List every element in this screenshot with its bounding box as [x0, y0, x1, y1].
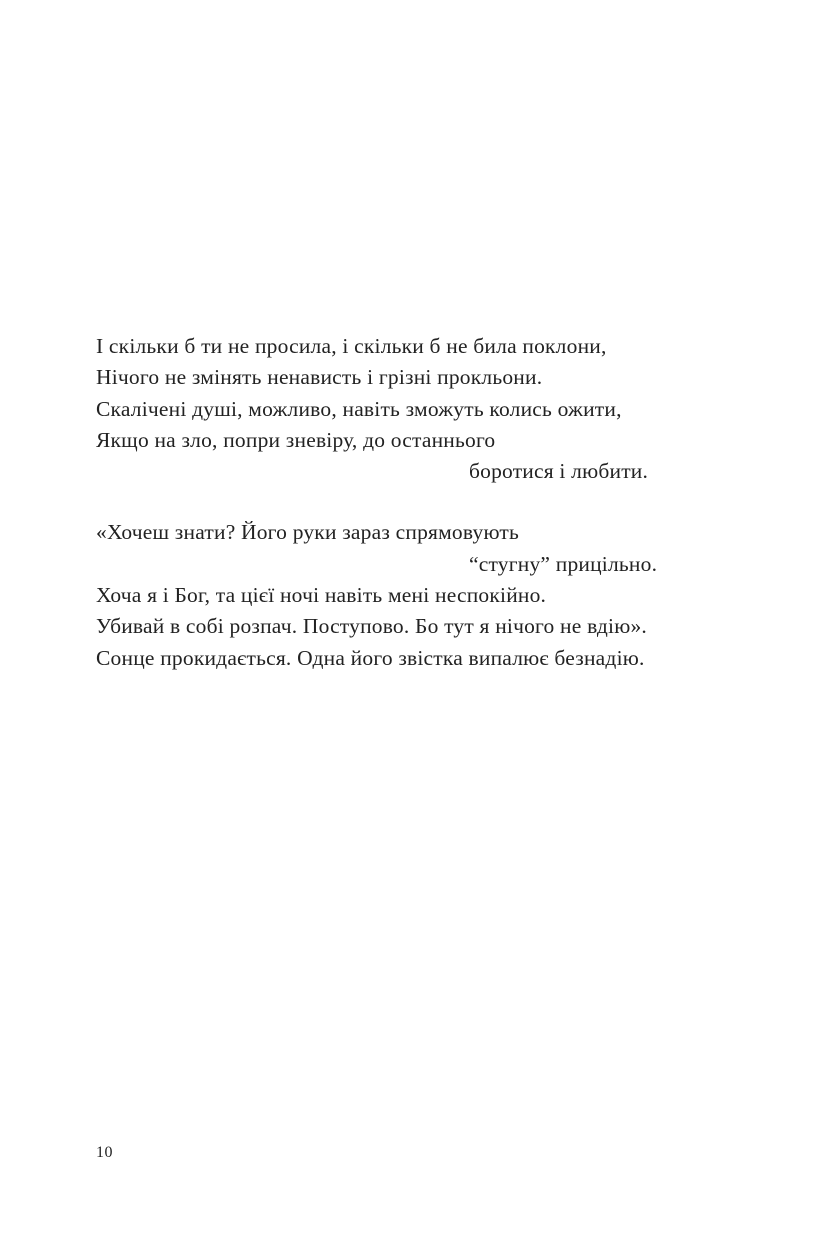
poem-line: «Хочеш знати? Його руки зараз спрямовують: [96, 520, 520, 545]
poem-line: Убивай в собі розпач. Поступово. Бо тут я нічого не вдію».: [96, 614, 647, 639]
poem: [96, 331, 736, 674]
poem-line: Скалічені душі, можливо, навіть зможуть колись ожити,: [96, 396, 622, 421]
poem-line-continuation: боротися і любити.: [469, 459, 649, 484]
page-number: 10: [96, 1144, 113, 1161]
poem-line: Якщо на зло, попри зневіру, до останнього: [96, 427, 496, 452]
poem-line: Сонце прокидається. Одна його звістка випалює безнадію.: [96, 645, 645, 670]
poem-line: І скільки б ти не просила, і скільки б не била поклони,: [96, 334, 607, 358]
stanza-1: [96, 331, 736, 487]
poem-line-continuation: “стугну” прицільно.: [469, 551, 658, 576]
stanza-2: [96, 517, 736, 673]
poem-line: Нічого не змінять ненависть і грізні прокльони.: [96, 365, 543, 390]
poem-line: Хоча я і Бог, та цієї ночі навіть мені неспокійно.: [96, 583, 547, 608]
